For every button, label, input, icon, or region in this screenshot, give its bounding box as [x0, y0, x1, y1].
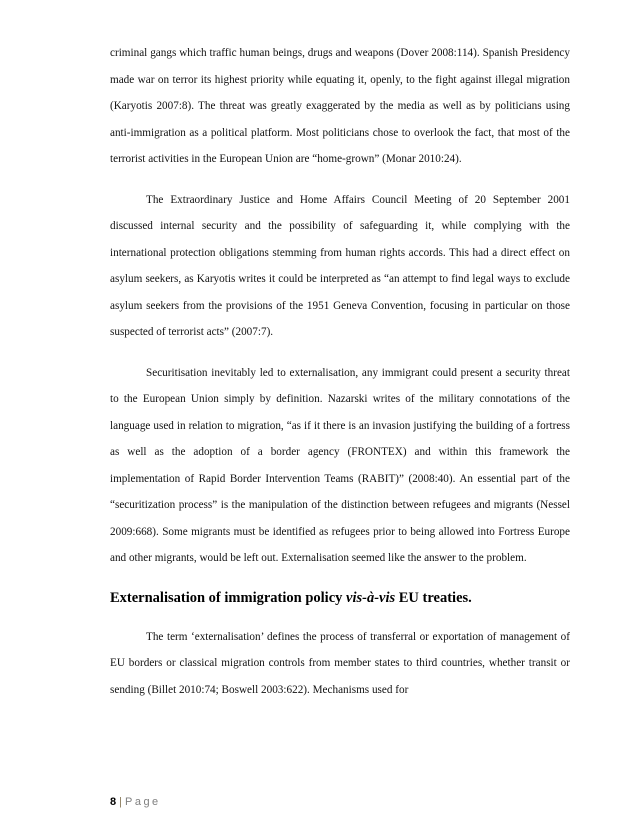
heading-italic: vis-à-vis — [346, 589, 396, 606]
footer-separator: | — [119, 796, 122, 808]
heading-text-end: EU treaties. — [395, 589, 472, 606]
paragraph-4: The term ‘externalisation’ defines the process of transferral or exportation of management of EU borders or classical migration controls from member states to third countries, whether transit or sending (Billet 2010:74; Boswell 2003:622). Mechanisms used for — [110, 630, 570, 696]
page-footer — [110, 796, 161, 808]
body-text — [110, 40, 570, 717]
paragraph-1: criminal gangs which traffic human beings, drugs and weapons (Dover 2008:114). Spanish Presidency made war on terror its highest priority while equating it, openly, to the fight against illegal migration (Karyotis 2007:8). The threat was greatly exaggerated by the media as well as by politicians using anti-immigration as a political platform. Most politicians chose to overlook the fact, that most of the terrorist activities in the European Union are “home-grown” (Monar 2010:24). — [110, 47, 570, 165]
page-label: Page — [124, 796, 161, 808]
page-number: 8 — [110, 796, 117, 808]
section-heading — [110, 586, 570, 610]
paragraph-2: The Extraordinary Justice and Home Affairs Council Meeting of 20 September 2001 discussed internal security and the possibility of safeguarding it, while complying with the international protection obligations stemming from human rights accords. This had a direct effect on asylum seekers, as Karyotis writes it could be interpreted as “an attempt to find legal ways to exclude asylum seekers from the provisions of the 1951 Geneva Convention, focusing in particular on those suspected of terrorist acts” (2007:7). — [110, 193, 570, 338]
paragraph-3: Securitisation inevitably led to externalisation, any immigrant could present a security threat to the European Union simply by definition. Nazarski writes of the military connotations of the language used in relation to migration, “as if it there is an invasion justifying the building of a fortress as well as the adoption of a border agency (FRONTEX) and within this framework the implementation of Rapid Border Intervention Teams (RABIT)” (2008:40). An essential part of the “securitization process” is the manipulation of the distinction between refugees and migrants (Nessel 2009:668). Some migrants must be identified as refugees prior to being allowed into Fortress Europe and other migrants, would be left out. Externalisation seemed like the answer to the problem. — [110, 366, 570, 564]
heading-text-start: Externalisation of immigration policy — [110, 589, 347, 606]
